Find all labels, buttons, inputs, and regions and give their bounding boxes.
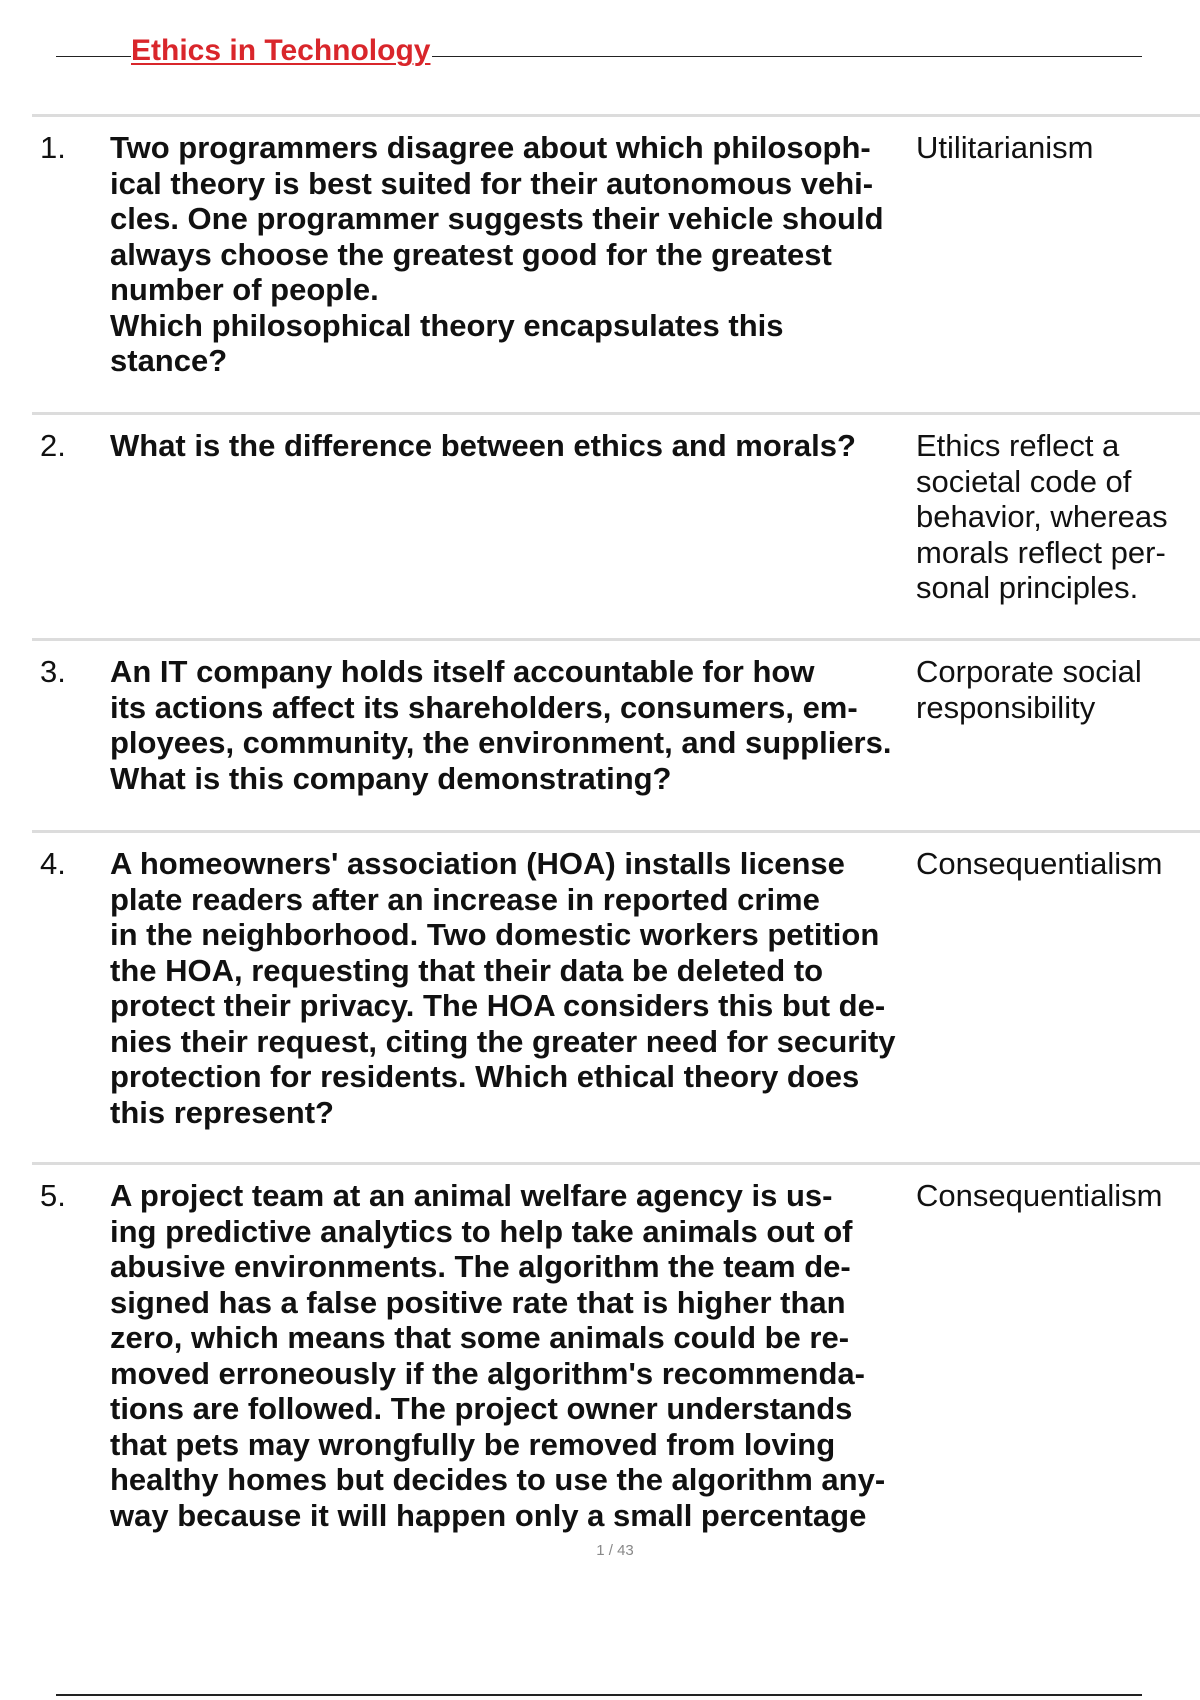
question-number: 3. <box>40 654 66 689</box>
page-indicator: 1 / 43 <box>596 1542 634 1559</box>
answer-text: Consequentialism <box>916 1178 1163 1213</box>
bottom-rule <box>56 1694 1142 1696</box>
question-text: A homeowners' association (HOA) installs license plate readers after an increase in reported crime in the neighborhood. Two domestic workers petition the HOA, requesting that their data be deleted to protect their privacy. The HOA considers this but de- nies their request, citing the greater need for security protection for residents. Which ethical theory does this represent? <box>110 846 896 1130</box>
qa-row <box>32 114 1200 412</box>
qa-row <box>32 638 1200 830</box>
answer-text: Consequentialism <box>916 846 1163 881</box>
question-text: Two programmers disagree about which philosoph- ical theory is best suited for their autonomous vehi- cles. One programmer suggests their vehicle should always choose the greatest good for the greatest number of people. Which philosophical theory encapsulates this stance? <box>110 130 884 378</box>
qa-row <box>32 412 1200 638</box>
question-text: An IT company holds itself accountable for how its actions affect its shareholders, consumers, em- ployees, community, the environment, and suppliers. What is this company demonstrating? <box>110 654 892 796</box>
qa-table <box>32 114 1200 1578</box>
document-title: Ethics in Technology <box>131 31 432 71</box>
question-number: 5. <box>40 1178 66 1213</box>
answer-text: Corporate social responsibility <box>916 654 1142 725</box>
question-number: 4. <box>40 846 66 881</box>
question-number: 1. <box>40 130 66 165</box>
qa-row <box>32 1162 1200 1578</box>
qa-row <box>32 830 1200 1162</box>
question-number: 2. <box>40 428 66 463</box>
question-text: A project team at an animal welfare agency is us- ing predictive analytics to help take animals out of abusive environments. The algorithm the team de- signed has a false positive rate that is higher than zero, which means that some animals could be re- moved erroneously if the algorithm's recommenda- tions are followed. The project owner understands that pets may wrongfully be removed from loving healthy homes but decides to use the algorithm any- way because it will happen only a small percentage <box>110 1178 886 1533</box>
question-text: What is the difference between ethics and morals? <box>110 428 856 463</box>
answer-text: Ethics reflect a societal code of behavior, whereas morals reflect per- sonal principles. <box>916 428 1168 605</box>
answer-text: Utilitarianism <box>916 130 1094 165</box>
